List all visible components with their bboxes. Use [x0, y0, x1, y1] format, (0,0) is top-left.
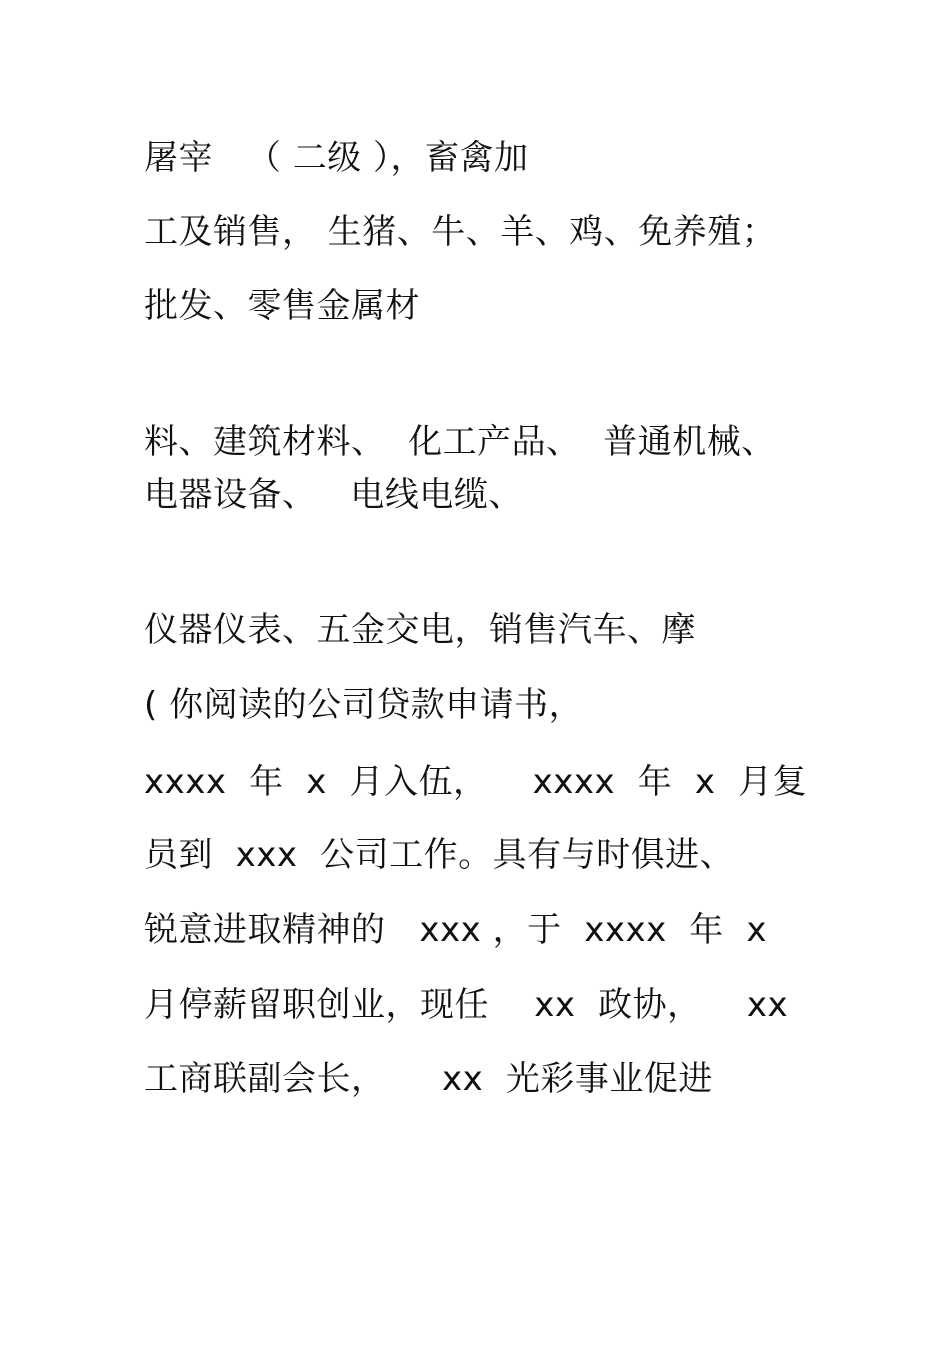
text-line: ( 你阅读的公司贷款申请书，	[144, 685, 584, 725]
text-line: 工及销售， 生猪、牛、羊、鸡、免养殖；	[144, 212, 777, 252]
text-line: 仪器仪表、五金交电，销售汽车、摩	[144, 610, 696, 650]
text-line: 屠宰 （ 二级 ），畜禽加	[144, 138, 529, 178]
text-line: 料、建筑材料、 化工产品、 普通机械、	[144, 422, 776, 462]
text-line: 锐意进取精神的 xxx ，于 xxxx 年 x	[144, 910, 768, 950]
text-line: 工商联副会长， xx 光彩事业促进	[144, 1059, 713, 1099]
text-line: 月停薪留职创业，现任 xx 政协， xx	[144, 985, 789, 1025]
text-line: 员到 xxx 公司工作。具有与时俱进、	[144, 835, 735, 875]
text-line: 批发、零售金属材	[144, 286, 420, 326]
text-line: 电器设备、 电线电缆、	[144, 475, 523, 515]
text-line: xxxx 年 x 月入伍， xxxx 年 x 月复	[144, 762, 808, 802]
